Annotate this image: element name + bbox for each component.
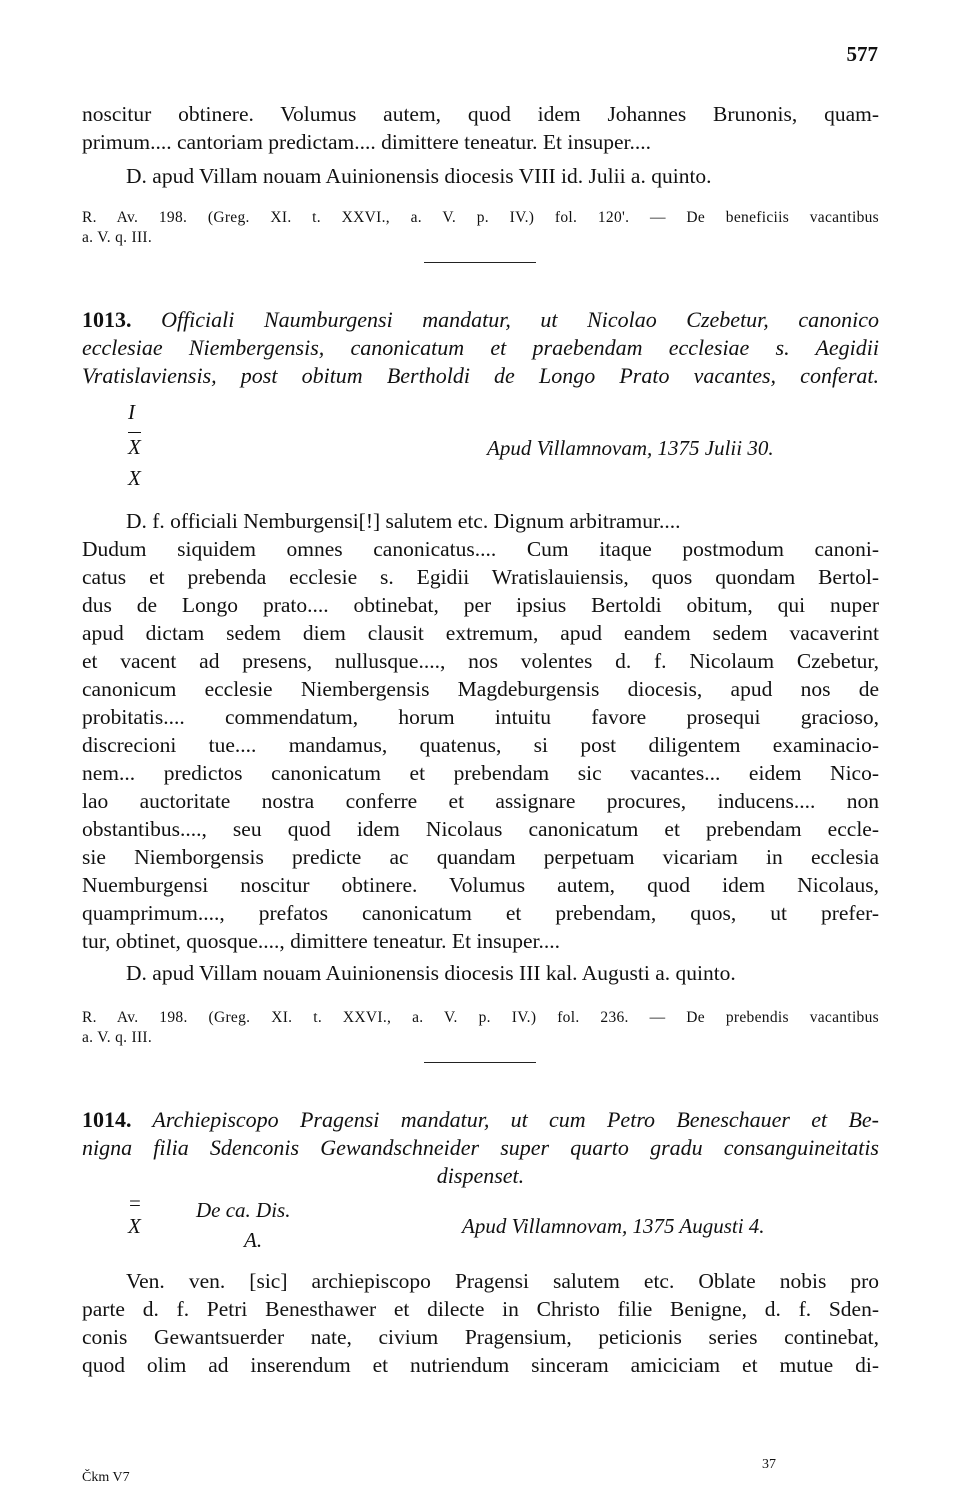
source-line: a. V. q. III. <box>82 1029 153 1046</box>
text-line: catus et prebenda ecclesie s. Egidii Wratislauiensis, quos quondam Bertol- <box>82 565 879 589</box>
heading-line: Archiepiscopo Pragensi mandatur, ut cum Petro Beneschauer et Be- <box>152 1107 879 1132</box>
signature-mark-bottom: X <box>128 466 141 490</box>
text-line: obstantibus...., seu quod idem Nicolaus canonicatum et prebendam eccle- <box>82 817 879 841</box>
entry-1014-heading <box>82 1106 879 1190</box>
source-line: R. Av. 198. (Greg. XI. t. XXVI., a. V. p. IV.) fol. 120'. — De beneficiis vacantibus <box>82 209 879 226</box>
source-line: R. Av. 198. (Greg. XI. t. XXVI., a. V. p. IV.) fol. 236. — De prebendis vacantibus <box>82 1009 879 1026</box>
heading-line: nigna filia Sdenconis Gewandschneider super quarto gradu consanguineitatis <box>82 1135 879 1160</box>
source-reference <box>82 1008 879 1048</box>
source-line: a. V. q. III. <box>82 229 153 246</box>
text-line: dus de Longo prato.... obtinebat, per ipsius Bertoldi obitum, qui nuper <box>82 593 879 617</box>
section-divider <box>424 262 536 263</box>
dateline: D. apud Villam nouam Auinionensis diocesis VIII id. Julii a. quinto. <box>126 164 712 188</box>
text-line: primum.... cantoriam predictam.... dimittere teneatur. Et insuper.... <box>82 130 651 154</box>
section-divider <box>424 1062 536 1063</box>
text-line: apud dictam sedem diem clausit extremum, apud eandem sedem vacaverint <box>82 621 879 645</box>
text-line: tur, obtinet, quosque...., dimittere teneatur. Et insuper.... <box>82 929 561 953</box>
place-date: Apud Villamnovam, 1375 Julii 30. <box>487 436 774 460</box>
text-line: canonicum ecclesie Niembergensis Magdeburgensis diocesis, apud nos de <box>82 677 879 701</box>
text-line: Ven. ven. [sic] archiepiscopo Pragensi salutem etc. Oblate nobis pro <box>126 1269 879 1293</box>
chancery-note-initial: A. <box>244 1228 263 1252</box>
footer-sheet-number: 37 <box>762 1457 776 1472</box>
entry-1013-heading <box>82 306 879 390</box>
text-line: conis Gewantsuerder nate, civium Pragensium, peticionis series continebat, <box>82 1325 879 1349</box>
heading-line: Officiali Naumburgensi mandatur, ut Nicolao Czebetur, canonico <box>161 307 879 332</box>
top-paragraph-text <box>82 100 879 156</box>
heading-line: dispenset. <box>436 1163 525 1188</box>
text-line: quod olim ad inserendum et nutriendum sinceram amiciciam et mutue di- <box>82 1353 879 1377</box>
text-line: Dudum siquidem omnes canonicatus.... Cum itaque postmodum canoni- <box>82 537 879 561</box>
text-line: lao auctoritate nostra conferre et assignare procures, inducens.... non <box>82 789 879 813</box>
top-paragraph <box>82 100 879 190</box>
place-date: Apud Villamnovam, 1375 Augusti 4. <box>462 1214 765 1238</box>
text-line: sie Niemborgensis predicte ac quandam perpetuam vicariam in ecclesia <box>82 845 879 869</box>
text-line: D. f. officiali Nemburgensi[!] salutem etc. Dignum arbitramur.... <box>126 509 681 533</box>
page-number: 577 <box>846 42 878 66</box>
heading-line: ecclesiae Niembergensis, canonicatum et praebendam ecclesiae s. Aegidii <box>82 335 879 360</box>
entry-number: 1014. <box>82 1107 132 1132</box>
signature-mark-double-bar: = <box>129 1191 141 1215</box>
text-line: quamprimum...., prefatos canonicatum et prebendam, quos, ut prefer- <box>82 901 879 925</box>
signature-mark-x: X <box>128 1214 141 1238</box>
text-line: noscitur obtinere. Volumus autem, quod idem Johannes Brunonis, quam- <box>82 102 879 126</box>
entry-number: 1013. <box>82 307 132 332</box>
chancery-note: De ca. Dis. <box>196 1198 291 1222</box>
dateline: D. apud Villam nouam Auinionensis diocesis III kal. Augusti a. quinto. <box>126 961 736 985</box>
text-line: discrecioni tue.... mandamus, quatenus, si post diligentem examinacio- <box>82 733 879 757</box>
signature-mark-top: I <box>128 400 135 424</box>
text-line: Nuemburgensi noscitur obtinere. Volumus autem, quod idem Nicolaus, <box>82 873 879 897</box>
text-line: et vacent ad presens, nullusque...., nos volentes d. f. Nicolaum Czebetur, <box>82 649 879 673</box>
footer-signature: Čkm V7 <box>82 1470 130 1485</box>
source-reference <box>82 208 879 248</box>
entry-1013-body <box>82 507 879 987</box>
heading-line: Vratislaviensis, post obitum Bertholdi de Longo Prato vacantes, conferat. <box>82 363 879 388</box>
text-line: parte d. f. Petri Benesthawer et dilecte in Christo filie Benigne, d. f. Sden- <box>82 1297 879 1321</box>
signature-mark-mid: X <box>128 432 141 460</box>
entry-1014-body <box>82 1267 879 1379</box>
text-line: nem... predictos canonicatum et prebendam sic vacantes... eidem Nico- <box>82 761 879 785</box>
text-line: probitatis.... commendatum, horum intuitu favore prosequi gracioso, <box>82 705 879 729</box>
